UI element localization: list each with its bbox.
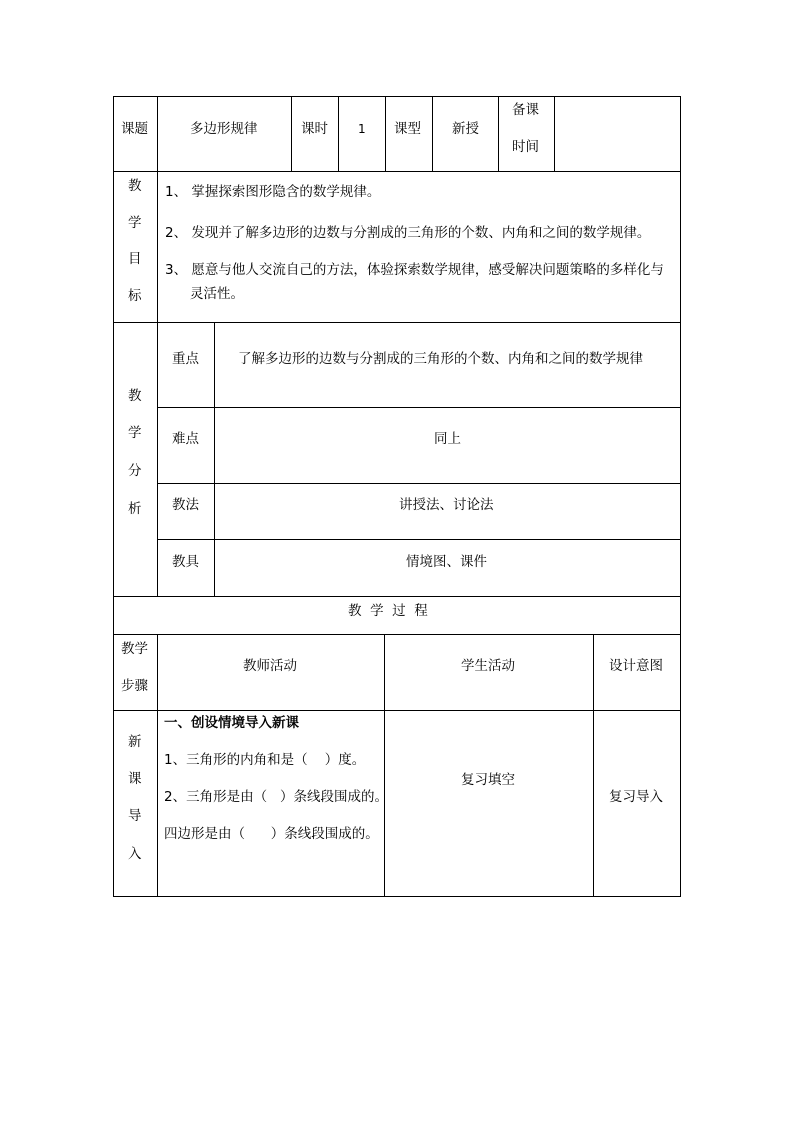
- key-point-value: 了解多边形的边数与分割成的三角形的个数、内角和之间的数学规律: [238, 351, 643, 367]
- subject-label: 课题: [121, 121, 148, 137]
- teaching-method-value: 讲授法、讨论法: [399, 497, 494, 513]
- intro-design-intent: 复习导入: [609, 789, 663, 805]
- teaching-method-label: 教法: [172, 497, 199, 513]
- difficulty-label: 难点: [172, 431, 199, 447]
- teaching-tools-label: 教具: [172, 554, 199, 570]
- intro-label-char-1: 新: [128, 734, 142, 750]
- subject-value: 多边形规律: [190, 121, 258, 137]
- intro-heading: 一、创设情境导入新课: [164, 715, 299, 731]
- prep-time-label-line1: 备课: [512, 102, 539, 118]
- difficulty-value: 同上: [434, 431, 461, 447]
- goal-item-3-cont: 灵活性。: [190, 286, 244, 302]
- intro-label-char-3: 导: [128, 808, 142, 824]
- student-activity-header: 学生活动: [461, 658, 515, 674]
- analysis-label-char-1: 教: [128, 388, 142, 404]
- intro-label-char-4: 入: [128, 846, 142, 862]
- goals-label-char-4: 标: [128, 288, 142, 304]
- teaching-tools-value: 情境图、课件: [406, 554, 487, 570]
- intro-line-2: 2、三角形是由（ ）条线段围成的。: [164, 789, 388, 805]
- teacher-activity-header: 教师活动: [243, 658, 297, 674]
- prep-time-label-line2: 时间: [512, 139, 539, 155]
- analysis-label-char-3: 分: [128, 463, 142, 479]
- goal-item-1: 1、 掌握探索图形隐含的数学规律。: [165, 184, 381, 200]
- intro-line-1: 1、三角形的内角和是（ ）度。: [164, 752, 366, 768]
- process-title: 教 学 过 程: [348, 603, 428, 619]
- intro-line-3: 四边形是由（ ）条线段围成的。: [164, 826, 379, 842]
- intro-student-activity: 复习填空: [461, 772, 515, 788]
- analysis-label-char-4: 析: [128, 501, 142, 517]
- key-point-label: 重点: [172, 351, 199, 367]
- goals-label-char-2: 学: [128, 215, 142, 231]
- goal-item-2: 2、 发现并了解多边形的边数与分割成的三角形的个数、内角和之间的数学规律。: [165, 225, 651, 241]
- period-label: 课时: [301, 121, 328, 137]
- period-value: 1: [358, 122, 366, 136]
- design-intent-header: 设计意图: [609, 658, 663, 674]
- type-value: 新授: [452, 121, 479, 137]
- goals-label-char-1: 教: [128, 178, 142, 194]
- type-label: 课型: [394, 121, 421, 137]
- intro-label-char-2: 课: [128, 771, 142, 787]
- step-label-line2: 步骤: [121, 678, 148, 694]
- goals-label-char-3: 目: [128, 251, 142, 267]
- analysis-label-char-2: 学: [128, 425, 142, 441]
- step-label-line1: 教学: [121, 641, 148, 657]
- goal-item-3: 3、 愿意与他人交流自己的方法，体验探索数学规律，感受解决问题策略的多样化与: [165, 262, 664, 278]
